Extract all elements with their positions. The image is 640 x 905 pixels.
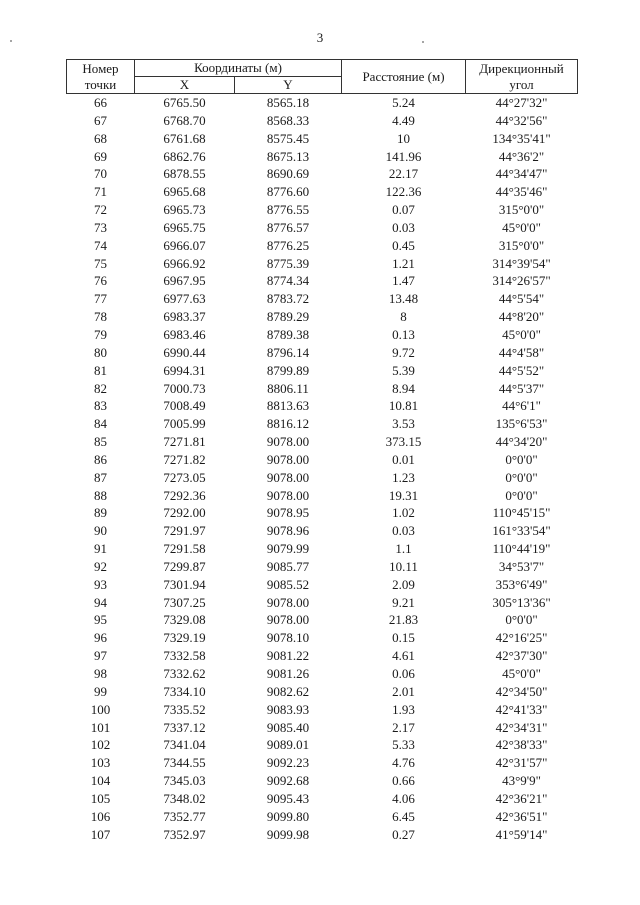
angle-cell: 42°36'51" [495,808,548,824]
x-cell: 7292.36 [163,487,206,503]
y-cell: 8774.34 [266,273,310,289]
angle-cell: 314°39'54" [492,255,551,271]
table-row [67,326,578,344]
point-number-cell: 104 [90,773,111,789]
distance-cell: 10.11 [389,558,418,574]
angle-cell: 135°6'53" [495,416,548,432]
y-cell: 9099.80 [266,808,310,824]
point-number-cell: 95 [94,612,107,628]
distance-cell: 19.31 [388,487,419,503]
x-cell: 7291.58 [163,541,206,557]
header-direction-angle-line2: угол [509,76,534,92]
angle-cell: 44°36'2" [498,148,545,164]
angle-cell: 41°59'14" [495,826,548,842]
y-cell: 9078.95 [266,505,310,521]
y-cell: 8789.38 [266,326,310,342]
point-number-cell: 105 [90,790,111,806]
point-number-cell: 94 [94,594,107,610]
point-number-cell: 99 [94,683,107,699]
point-number-cell: 87 [94,469,107,485]
angle-cell: 34°53'7" [498,558,545,574]
y-cell: 8776.60 [266,184,310,200]
distance-cell: 1.21 [392,255,415,271]
distance-cell: 0.03 [392,219,415,235]
x-cell: 7329.08 [163,612,206,628]
angle-cell: 42°34'31" [495,719,548,735]
angle-cell: 110°44'19" [492,541,551,557]
distance-cell: 9.21 [392,594,415,610]
y-cell: 9078.00 [266,612,310,628]
point-number-cell: 98 [94,666,107,681]
x-cell: 6878.55 [163,166,206,182]
distance-cell: 4.06 [392,790,415,806]
distance-cell: 0.66 [392,773,415,789]
point-number-cell: 79 [94,326,107,342]
angle-cell: 45°0'0" [502,219,541,235]
x-cell: 6983.37 [163,309,206,325]
table-row [67,808,578,826]
table-row [67,183,578,201]
distance-cell: 6.45 [392,808,415,824]
y-cell: 8776.25 [266,237,310,253]
distance-cell: 10.81 [388,398,419,414]
angle-cell: 42°31'57" [495,755,548,771]
point-number-cell: 76 [94,273,107,289]
table-row [67,594,578,612]
x-cell: 6761.68 [163,130,206,146]
y-cell: 9092.68 [266,773,310,789]
table-header [67,60,578,94]
header-point-number [67,60,135,94]
x-cell: 7348.02 [163,790,206,806]
table-row [67,219,578,237]
point-number-cell: 70 [94,166,107,182]
y-cell: 9078.96 [266,523,310,539]
point-number-cell: 68 [94,130,107,146]
table-row [67,415,578,433]
angle-cell: 353°6'49" [495,576,548,592]
x-cell: 7352.77 [163,808,206,824]
angle-cell: 45°0'0" [502,666,541,681]
x-cell: 6862.76 [163,148,206,164]
y-cell: 8575.45 [266,130,310,146]
header-coordinates: Координаты (м) [135,60,342,77]
angle-cell: 134°35'41" [492,130,551,146]
x-cell: 7301.94 [163,576,206,592]
header-x: X [135,77,235,94]
angle-cell: 42°38'33" [495,737,548,753]
x-cell: 6768.70 [163,112,206,128]
point-number-cell: 93 [94,576,107,592]
table-row [67,94,578,112]
y-cell: 9079.99 [266,541,310,557]
angle-cell: 110°45'15" [492,505,551,521]
table-row [67,237,578,255]
distance-cell: 122.36 [385,184,422,200]
table-row [67,629,578,647]
table-row [67,272,578,290]
table-row [67,611,578,629]
x-cell: 6994.31 [163,362,206,378]
point-number-cell: 88 [94,487,107,503]
header-point-number-line2: точки [84,76,117,92]
table-row [67,522,578,540]
angle-cell: 44°27'32" [495,95,548,110]
y-cell: 9078.00 [266,469,310,485]
y-cell: 9078.00 [266,594,310,610]
table-row [67,255,578,273]
angle-cell: 42°37'30" [495,648,548,664]
x-cell: 6967.95 [163,273,206,289]
point-number-cell: 102 [90,737,111,753]
x-cell: 6965.73 [163,202,206,218]
header-direction-angle-line1: Дирекционный [479,60,564,76]
table-row [67,540,578,558]
point-number-cell: 86 [94,451,107,467]
point-number-cell: 71 [94,184,107,200]
page-number: 3 [316,30,324,45]
x-cell: 7334.10 [163,683,206,699]
point-number-cell: 106 [90,808,111,824]
table-row [67,344,578,362]
distance-cell: 5.33 [392,737,415,753]
x-cell: 7008.49 [163,398,206,414]
angle-cell: 44°5'54" [498,291,545,307]
point-number-cell: 90 [94,523,107,539]
angle-cell: 42°41'33" [495,701,548,717]
y-cell: 8806.11 [267,380,309,396]
table-row [67,487,578,505]
table-row [67,719,578,737]
angle-cell: 161°33'54" [492,523,551,539]
angle-cell: 45°0'0" [502,326,541,342]
x-cell: 7341.04 [163,737,206,753]
x-cell: 7291.97 [163,523,206,539]
point-number-cell: 89 [94,505,107,521]
table-row [67,683,578,701]
angle-cell: 305°13'36" [492,594,551,610]
angle-cell: 44°5'52" [498,362,545,378]
point-number-cell: 92 [94,558,107,574]
x-cell: 6977.63 [163,291,206,307]
distance-cell: 0.07 [392,202,415,218]
distance-cell: 0.15 [392,630,415,646]
y-cell: 9089.01 [266,737,310,753]
x-cell: 7292.00 [163,505,206,521]
y-cell: 9083.93 [266,701,310,717]
distance-cell: 0.03 [392,523,415,539]
point-number-cell: 73 [94,219,107,235]
y-cell: 9082.62 [266,683,310,699]
y-cell: 8813.63 [266,398,310,414]
scan-speck [10,40,12,42]
angle-cell: 42°36'21" [495,790,548,806]
y-cell: 8776.57 [266,219,310,235]
table-row [67,397,578,415]
x-cell: 7005.99 [163,416,206,432]
table-row [67,790,578,808]
y-cell: 8675.13 [266,148,310,164]
angle-cell: 0°0'0" [505,487,538,503]
distance-cell: 0.13 [392,326,415,342]
distance-cell: 0.06 [392,666,415,681]
distance-cell: 373.15 [385,434,422,450]
distance-cell: 5.39 [392,362,415,378]
y-cell: 8776.55 [266,202,310,218]
distance-cell: 5.24 [392,95,415,110]
distance-cell: 0.01 [392,451,415,467]
point-number-cell: 85 [94,434,107,450]
distance-cell: 13.48 [388,291,419,307]
angle-cell: 44°34'47" [495,166,548,182]
x-cell: 6983.46 [163,326,206,342]
table-row [67,736,578,754]
table-body [67,94,578,844]
point-number-cell: 67 [94,112,107,128]
distance-cell: 10 [397,130,410,146]
y-cell: 9085.40 [266,719,310,735]
distance-cell: 1.47 [392,273,415,289]
point-number-cell: 75 [94,255,107,271]
x-cell: 7273.05 [163,469,206,485]
point-number-cell: 107 [90,826,111,842]
scan-speck [422,41,424,43]
point-number-cell: 96 [94,630,107,646]
x-cell: 7337.12 [163,719,206,735]
x-cell: 6966.07 [163,237,206,253]
table-row [67,201,578,219]
angle-cell: 44°6'1" [502,398,541,414]
distance-cell: 3.53 [392,416,415,432]
x-cell: 6965.68 [163,184,206,200]
point-number-cell: 100 [90,701,111,717]
table-row [67,165,578,183]
header-direction-angle [466,60,578,94]
y-cell: 9078.00 [266,434,310,450]
distance-cell: 4.49 [392,112,415,128]
point-number-cell: 72 [94,202,107,218]
point-number-cell: 83 [94,398,107,414]
angle-cell: 314°26'57" [492,273,551,289]
x-cell: 6965.75 [163,219,206,235]
header-point-number-line1: Номер [82,60,119,76]
point-number-cell: 101 [90,719,111,735]
y-cell: 9078.00 [266,451,310,467]
x-cell: 6966.92 [163,255,206,271]
y-cell: 9092.23 [266,755,310,771]
y-cell: 9078.10 [266,630,310,646]
table-row [67,576,578,594]
angle-cell: 315°0'0" [498,202,545,218]
table-row [67,148,578,166]
point-number-cell: 69 [94,148,107,164]
angle-cell: 44°35'46" [495,184,548,200]
table-row [67,701,578,719]
distance-cell: 141.96 [385,148,422,164]
angle-cell: 43°9'9" [502,773,541,789]
y-cell: 8799.89 [266,362,310,378]
distance-cell: 8.94 [392,380,415,396]
y-cell: 9095.43 [266,790,310,806]
point-number-cell: 103 [90,755,111,771]
table-row [67,112,578,130]
y-cell: 9081.22 [266,648,310,664]
table-row [67,451,578,469]
distance-cell: 1.93 [392,701,415,717]
y-cell: 8796.14 [266,344,310,360]
angle-cell: 0°0'0" [505,451,538,467]
x-cell: 7332.58 [163,648,206,664]
point-number-cell: 82 [94,380,107,396]
coordinates-table [66,59,578,843]
x-cell: 7000.73 [163,380,206,396]
distance-cell: 21.83 [388,612,419,628]
point-number-cell: 91 [94,541,107,557]
x-cell: 7352.97 [163,826,206,842]
y-cell: 8816.12 [266,416,310,432]
distance-cell: 8 [400,309,407,325]
y-cell: 8789.29 [266,309,310,325]
distance-cell: 2.09 [392,576,415,592]
distance-cell: 1.1 [395,541,412,557]
table-row [67,754,578,772]
x-cell: 7271.82 [163,451,206,467]
x-cell: 7345.03 [163,773,206,789]
distance-cell: 0.45 [392,237,415,253]
x-cell: 6765.50 [163,95,206,110]
distance-cell: 22.17 [388,166,419,182]
distance-cell: 1.23 [392,469,415,485]
distance-cell: 2.01 [392,683,415,699]
x-cell: 7344.55 [163,755,206,771]
point-number-cell: 81 [94,362,107,378]
angle-cell: 42°16'25" [495,630,548,646]
angle-cell: 0°0'0" [505,469,538,485]
table-row [67,290,578,308]
y-cell: 8690.69 [266,166,310,182]
angle-cell: 44°4'58" [498,344,545,360]
point-number-cell: 84 [94,416,107,432]
distance-cell: 1.02 [392,505,415,521]
x-cell: 6990.44 [163,344,206,360]
angle-cell: 44°34'20" [495,434,548,450]
table-row [67,665,578,683]
point-number-cell: 80 [94,344,107,360]
x-cell: 7271.81 [163,434,206,450]
x-cell: 7329.19 [163,630,206,646]
y-cell: 8565.18 [266,95,310,110]
table-row [67,362,578,380]
angle-cell: 44°5'37" [498,380,545,396]
distance-cell: 2.17 [392,719,415,735]
table-row [67,558,578,576]
x-cell: 7332.62 [163,666,206,681]
point-number-cell: 97 [94,648,107,664]
y-cell: 9099.98 [266,826,310,842]
angle-cell: 44°32'56" [495,112,548,128]
y-cell: 9085.52 [266,576,310,592]
x-cell: 7299.87 [163,558,206,574]
header-distance: Расстояние (м) [342,60,466,94]
angle-cell: 315°0'0" [498,237,545,253]
table-row [67,504,578,522]
table-row [67,380,578,398]
angle-cell: 42°34'50" [495,683,548,699]
point-number-cell: 78 [94,309,107,325]
table-row [67,772,578,790]
y-cell: 9085.77 [266,558,310,574]
distance-cell: 4.76 [392,755,415,771]
y-cell: 8775.39 [266,255,310,271]
x-cell: 7307.25 [163,594,206,610]
table-row [67,469,578,487]
x-cell: 7335.52 [163,701,206,717]
table-row [67,130,578,148]
y-cell: 9081.26 [266,666,310,681]
table-row [67,308,578,326]
distance-cell: 0.27 [392,826,415,842]
point-number-cell: 74 [94,237,107,253]
header-y: Y [235,77,342,94]
point-number-cell: 77 [94,291,107,307]
y-cell: 8568.33 [266,112,310,128]
angle-cell: 44°8'20" [498,309,545,325]
table-row [67,433,578,451]
distance-cell: 4.61 [392,648,415,664]
distance-cell: 9.72 [392,344,415,360]
y-cell: 8783.72 [266,291,310,307]
table-row [67,826,578,844]
y-cell: 9078.00 [266,487,310,503]
angle-cell: 0°0'0" [505,612,538,628]
point-number-cell: 66 [94,95,107,110]
table-row [67,647,578,665]
